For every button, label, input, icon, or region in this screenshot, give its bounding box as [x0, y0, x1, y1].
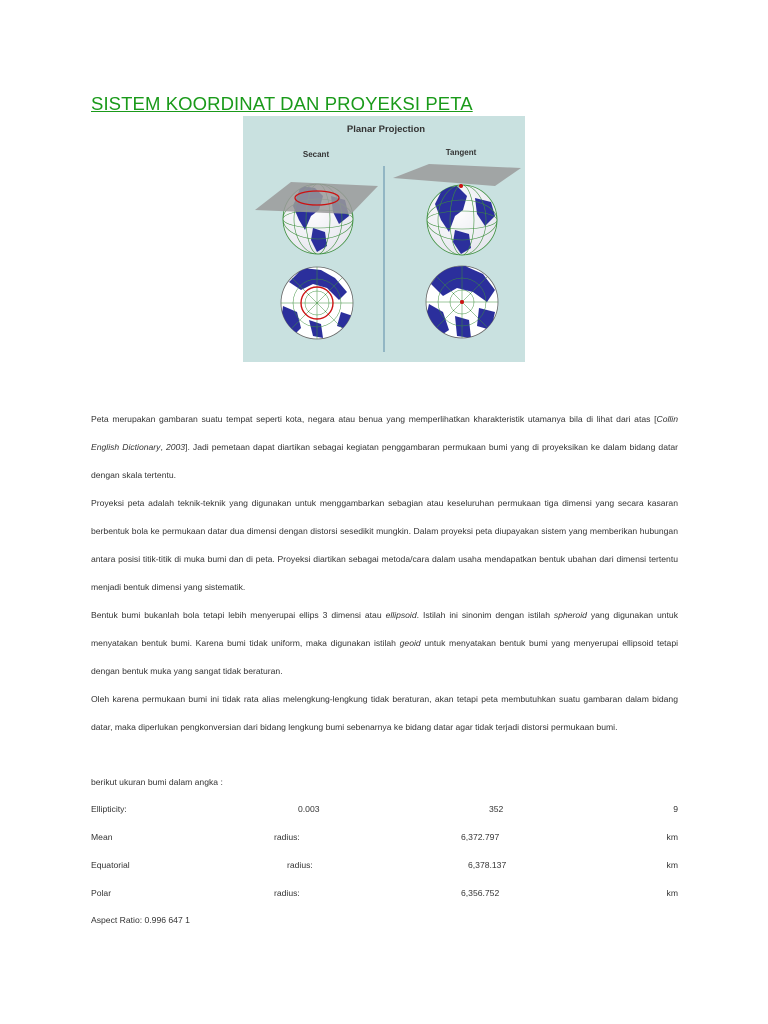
table-row-polar-radius — [91, 888, 678, 902]
paragraph-definition — [91, 405, 678, 489]
secant-plane — [255, 182, 378, 214]
row-value: 6,378.137 — [468, 860, 507, 870]
term-ellipsoid: ellipsoid — [385, 610, 417, 620]
p3-text-c: yang digunakan untuk menyatakan bentuk bumi. Karena bumi tidak uniform, maka digunakan istilah — [91, 610, 679, 648]
table-row-ellipticity — [91, 804, 678, 818]
table-row-mean-radius — [91, 832, 678, 846]
row-label: Polar — [91, 888, 112, 898]
row-value: 6,356.752 — [461, 888, 500, 898]
tangent-globe — [393, 164, 521, 255]
p3-text-a: Bentuk bumi bukanlah bola tetapi lebih menyerupai ellips 3 dimensi atau — [91, 610, 386, 620]
citation-separator: , — [160, 442, 166, 452]
paragraph-earth-shape — [91, 601, 678, 685]
aspect-ratio: Aspect Ratio: 0.996 647 1 — [91, 915, 190, 925]
p3-text-b: . Istilah ini sinonim dengan istilah — [416, 610, 554, 620]
row-value: 9 — [673, 804, 678, 814]
row-label: Mean — [91, 832, 113, 842]
row-label: radius: — [274, 832, 300, 842]
term-geoid: geoid — [399, 638, 421, 648]
citation-year: 2003 — [165, 442, 186, 452]
paragraph-conversion: Oleh karena permukaan bumi ini tidak rata alias melengkung-lengkung tidak beraturan, akan tetapi peta membutuhkan suatu gambaran dalam bidang datar, maka diperlukan pengkonversian dari bidang lengkung bumi sebenarnya ke bidang datar agar tidak terjadi distorsi permukaan bumi. — [91, 694, 678, 732]
planar-projection-illustration — [243, 116, 525, 362]
row-unit: km — [666, 832, 678, 842]
earth-size-intro: berikut ukuran bumi dalam angka : — [91, 777, 223, 787]
figure-title: Planar Projection — [346, 124, 426, 135]
row-label: Equatorial — [91, 860, 130, 870]
tangent-projection-disc — [425, 266, 498, 338]
row-label: Ellipticity: — [91, 804, 127, 814]
secant-globe — [255, 182, 378, 254]
tangent-label: Tangent — [445, 148, 477, 157]
p1-text-b: ]. Jadi pemetaan dapat diartikan sebagai kegiatan penggambaran permukaan bumi yang di proyeksikan ke dalam bidang datar dengan skala tertentu. — [91, 442, 679, 480]
p3-text-d: untuk menyatakan bentuk bumi yang menyerupai ellipsoid tetapi dengan bentuk muka yang sangat tidak beraturan. — [91, 638, 679, 676]
row-value: 352 — [489, 804, 504, 814]
paragraph-projection: Proyeksi peta adalah teknik-teknik yang digunakan untuk menggambarkan sebagian atau keseluruhan permukaan tiga dimensi yang secara kasaran berbentuk bola ke permukaan datar dua dimensi dengan distorsi sesedikit mungkin. Dalam proyeksi peta diupayakan sistem yang memberikan hubungan antara posisi titik-titik di muka bumi dan di peta. Proyeksi diartikan sebagai metoda/cara dalam usaha mendapatkan bentuk ubahan dari dimensi tertentu menjadi bentuk dimensi yang sistematik. — [91, 498, 678, 592]
row-label: radius: — [287, 860, 313, 870]
row-label: radius: — [274, 888, 300, 898]
tangent-plane — [393, 164, 521, 186]
p1-text-a: Peta merupakan gambaran suatu tempat seperti kota, negara atau benua yang memperlihatkan kharakteristik utamanya bila di lihat dari atas [ — [91, 414, 657, 424]
row-unit: km — [666, 888, 678, 898]
term-spheroid: spheroid — [553, 610, 587, 620]
page-title: SISTEM KOORDINAT DAN PROYEKSI PETA — [91, 93, 473, 114]
secant-label: Secant — [302, 150, 330, 159]
citation-source: Collin English Dictionary — [91, 414, 678, 452]
row-value: 6,372.797 — [461, 832, 500, 842]
secant-projection-disc — [281, 267, 353, 339]
table-row-equatorial-radius — [91, 860, 678, 874]
row-unit: km — [666, 860, 678, 870]
row-value: 0.003 — [298, 804, 320, 814]
planar-projection-figure — [243, 116, 525, 362]
